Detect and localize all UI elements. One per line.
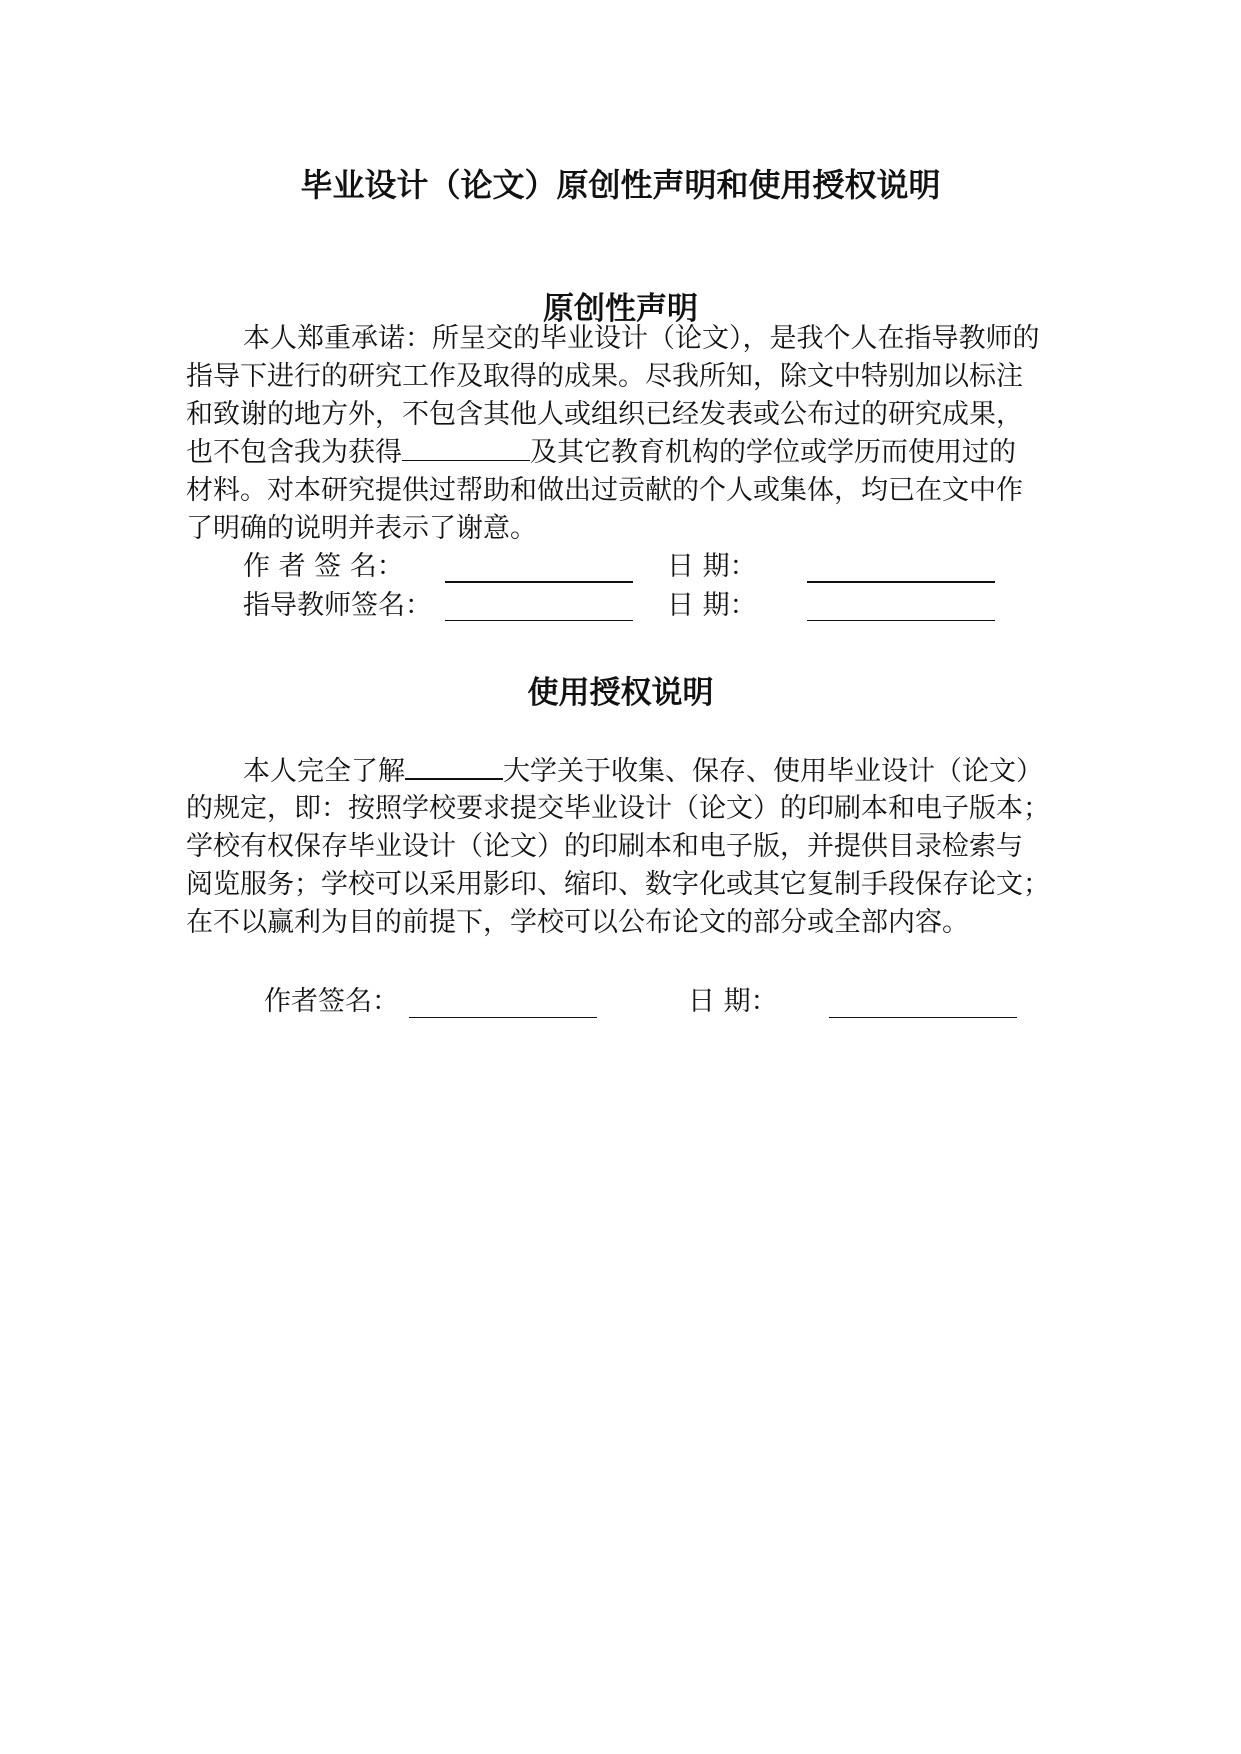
- originality-line-2: 指导下进行的研究工作及取得的成果。尽我所知，除文中特别加以标注: [186, 361, 1023, 392]
- originality-line-3: 和致谢的地方外，不包含其他人或组织已经发表或公布过的研究成果，: [186, 399, 1023, 430]
- authorization-line-1-a: 本人完全了解: [243, 756, 405, 787]
- originality-line-6: 了明确的说明并表示了谢意。: [186, 513, 537, 544]
- authorization-line-4: 阅览服务；学校可以采用影印、缩印、数字化或其它复制手段保存论文；: [186, 869, 1050, 900]
- auth-date-field[interactable]: [829, 1017, 1017, 1018]
- institution-blank[interactable]: [402, 434, 530, 461]
- author-date-label: 日 期：: [667, 551, 757, 582]
- advisor-sign-label: 指导教师签名：: [243, 590, 432, 621]
- originality-line-5: 材料。对本研究提供过帮助和做出过贡献的个人或集体，均已在文中作: [186, 475, 1023, 506]
- authorization-line-1-b: 大学关于收集、保存、使用毕业设计（论文）: [503, 756, 1043, 787]
- authorization-line-5: 在不以赢利为目的前提下，学校可以公布论文的部分或全部内容。: [186, 907, 969, 938]
- author-sign-label: 作 者 签 名：: [243, 551, 404, 582]
- originality-line-4-a: 也不包含我为获得: [186, 437, 402, 468]
- authorization-line-1: [243, 752, 1096, 790]
- authorization-line-3: 学校有权保存毕业设计（论文）的印刷本和电子版，并提供目录检索与: [186, 831, 1023, 862]
- authorization-heading: 使用授权说明: [527, 675, 714, 711]
- originality-line-1: 本人郑重承诺：所呈交的毕业设计（论文），是我个人在指导教师的: [243, 323, 1040, 354]
- originality-line-4: [186, 434, 1096, 472]
- university-blank[interactable]: [405, 752, 503, 780]
- originality-line-4-b: 及其它教育机构的学位或学历而使用过的: [530, 437, 1016, 468]
- auth-author-sign-field[interactable]: [409, 1017, 597, 1018]
- author-date-field[interactable]: [807, 581, 995, 583]
- authorization-line-2: 的规定，即：按照学校要求提交毕业设计（论文）的印刷本和电子版本；: [186, 793, 1050, 824]
- document-title: 毕业设计（论文）原创性声明和使用授权说明: [300, 166, 941, 204]
- author-sign-field[interactable]: [445, 581, 633, 583]
- advisor-date-label: 日 期：: [667, 590, 757, 621]
- auth-author-sign-label: 作者签名：: [264, 986, 399, 1017]
- advisor-sign-field[interactable]: [445, 620, 633, 621]
- advisor-date-field[interactable]: [807, 620, 995, 621]
- auth-date-label: 日 期：: [688, 986, 778, 1017]
- originality-heading: 原创性声明: [543, 291, 698, 327]
